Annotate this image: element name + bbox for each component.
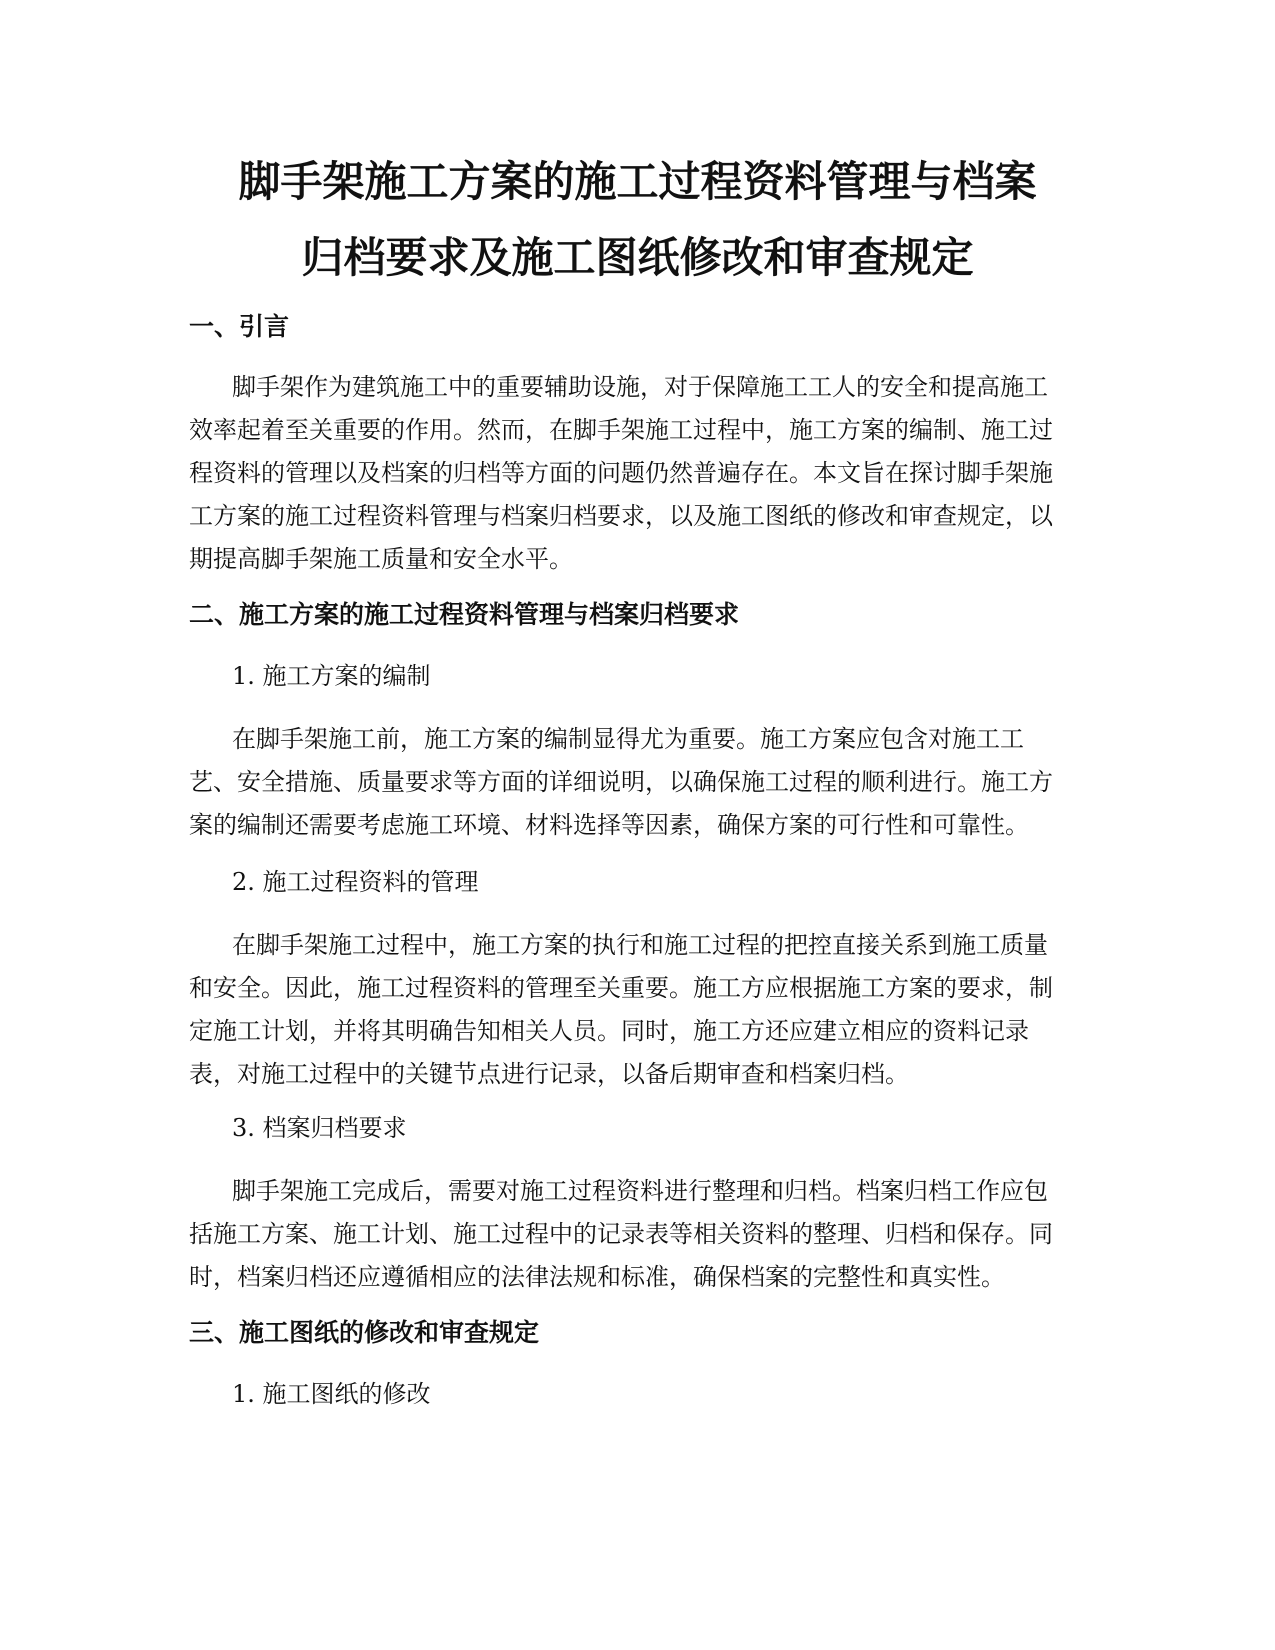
section-heading-records-management: 二、施工方案的施工过程资料管理与档案归档要求 bbox=[189, 600, 740, 629]
plan-preparation-paragraph bbox=[189, 718, 1089, 847]
paragraph-line: 括施工方案、施工计划、施工过程中的记录表等相关资料的整理、归档和保存。同 bbox=[189, 1220, 1053, 1248]
paragraph-line: 和安全。因此，施工过程资料的管理至关重要。施工方应根据施工方案的要求，制 bbox=[189, 974, 1053, 1002]
subsection-title-plan-preparation: 1. 施工方案的编制 bbox=[232, 662, 431, 690]
paragraph-line: 表，对施工过程中的关键节点进行记录，以备后期审查和档案归档。 bbox=[189, 1060, 909, 1088]
subsection-title-archiving: 3. 档案归档要求 bbox=[232, 1114, 407, 1142]
paragraph-line: 程资料的管理以及档案的归档等方面的问题仍然普遍存在。本文旨在探讨脚手架施 bbox=[189, 459, 1053, 487]
paragraph-line: 艺、安全措施、质量要求等方面的详细说明，以确保施工过程的顺利进行。施工方 bbox=[189, 768, 1053, 796]
document-title-line-2: 归档要求及施工图纸修改和审查规定 bbox=[301, 233, 974, 282]
section-heading-drawing-review: 三、施工图纸的修改和审查规定 bbox=[189, 1318, 540, 1347]
paragraph-line: 工方案的施工过程资料管理与档案归档要求，以及施工图纸的修改和审查规定，以 bbox=[189, 502, 1053, 530]
paragraph-line: 期提高脚手架施工质量和安全水平。 bbox=[189, 545, 573, 573]
subsection-title-process-records: 2. 施工过程资料的管理 bbox=[232, 868, 479, 896]
paragraph-line: 在脚手架施工前，施工方案的编制显得尤为重要。施工方案应包含对施工工 bbox=[232, 725, 1024, 753]
paragraph-line: 效率起着至关重要的作用。然而，在脚手架施工过程中，施工方案的编制、施工过 bbox=[189, 416, 1053, 444]
paragraph-line: 在脚手架施工过程中，施工方案的执行和施工过程的把控直接关系到施工质量 bbox=[232, 931, 1048, 959]
paragraph-line: 脚手架作为建筑施工中的重要辅助设施，对于保障施工工人的安全和提高施工 bbox=[232, 373, 1048, 401]
subsection-title-drawing-modification: 1. 施工图纸的修改 bbox=[232, 1380, 431, 1408]
paragraph-line: 定施工计划，并将其明确告知相关人员。同时，施工方还应建立相应的资料记录 bbox=[189, 1017, 1029, 1045]
introduction-paragraph bbox=[189, 366, 1089, 581]
paragraph-line: 脚手架施工完成后，需要对施工过程资料进行整理和归档。档案归档工作应包 bbox=[232, 1177, 1048, 1205]
process-records-paragraph bbox=[189, 924, 1089, 1096]
section-heading-introduction: 一、引言 bbox=[189, 312, 290, 341]
document-title-line-1: 脚手架施工方案的施工过程资料管理与档案 bbox=[238, 157, 1037, 206]
archiving-paragraph bbox=[189, 1170, 1089, 1299]
paragraph-line: 案的编制还需要考虑施工环境、材料选择等因素，确保方案的可行性和可靠性。 bbox=[189, 811, 1029, 839]
paragraph-line: 时，档案归档还应遵循相应的法律法规和标准，确保档案的完整性和真实性。 bbox=[189, 1263, 1005, 1291]
